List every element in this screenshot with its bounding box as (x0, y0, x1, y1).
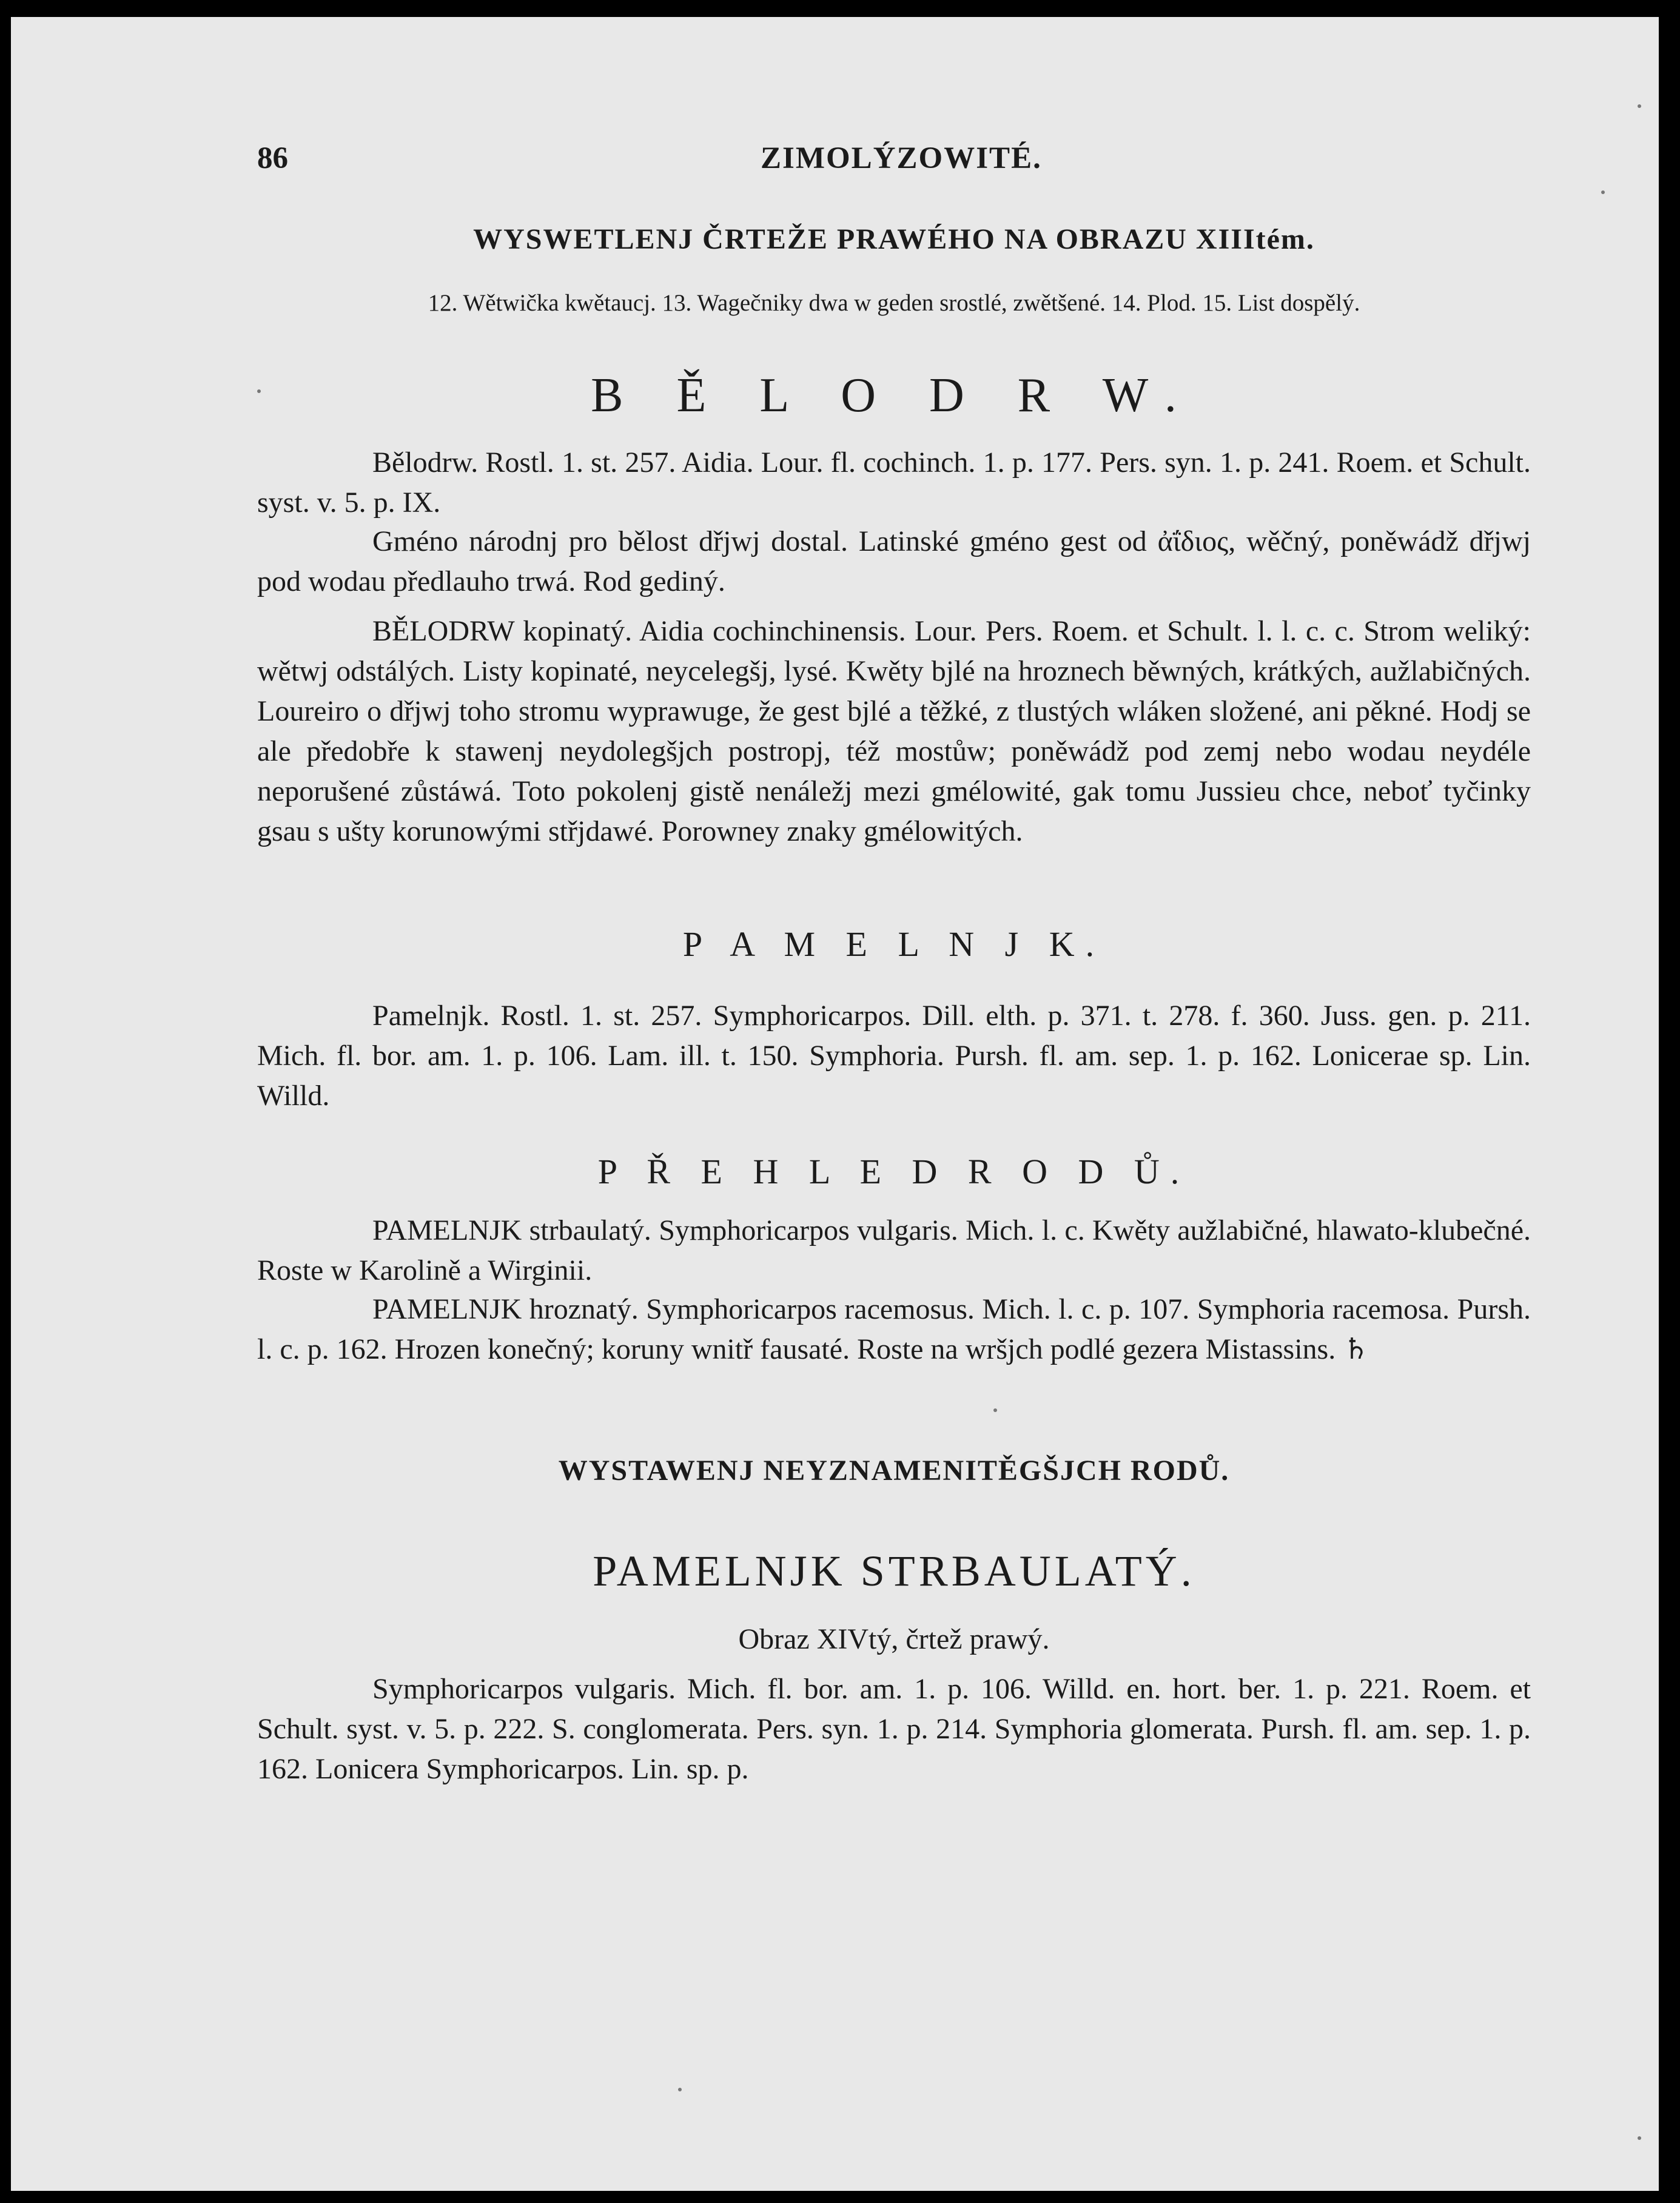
species-synonymy: Symphoricarpos vulgaris. Mich. fl. bor. am. 1. p. 106. Willd. en. hort. ber. 1. p. 221. Roem. et Schult. syst. v. 5. p. 222. S. conglomerata. Pers. syn. 1. p. 214. Symphoria glomerata. Pursh. fl. am. sep. 1. p. 162. Lonicera Symphoricarpos. Lin. sp. p. (257, 1673, 1531, 1785)
explanation-title: WYSWETLENJ ČRTEŽE PRAWÉHO NA OBRAZU XIIItém. (473, 223, 1315, 255)
book-page (11, 13, 1662, 2191)
running-header (257, 125, 1531, 192)
figure-caption: Obraz XIVtý, črtež prawý. (738, 1623, 1050, 1655)
scan-speck (1638, 104, 1641, 108)
running-title: ZIMOLÝZOWITÉ. (761, 141, 1042, 175)
belodrw-species-paragraph: BĚLODRW kopinatý. Aidia cochinchinensis. Lour. Pers. Roem. et Schult. l. l. c. c. Strom weliký: wětwj odstálých. Listy kopinaté, neycelegšj, lysé. Kwěty bjlé na hroznech běwných, krátkých, aužlabičných. Loureiro o dřjwj toho stromu wyprawuge, že gest bjlé a těžké, z tlustých wláken složené, ani pěkné. Hodj se ale předobře k stawenj neydolegšjch postropj, též mostůw; poněwádž pod zemj nebo wodau neydéle neporušené zůstáwá. Toto pokolenj gistě nenáležj mezi gmélowité, gak tomu Jussieu chce, neboť tyčinky gsau s ušty korunowými střjdawé. Porowney znaky gmélowitých. (257, 615, 1531, 847)
wystawenj-title: WYSTAWENJ NEYZNAMENITĚGŠJCH RODŮ. (558, 1455, 1230, 1487)
prehled-title: P Ř E H L E D R O D Ů. (597, 1152, 1191, 1191)
pamelnjk-title: P A M E L N J K. (682, 924, 1106, 964)
belodrw-synonymy: Bělodrw. Rostl. 1. st. 257. Aidia. Lour. fl. cochinch. 1. p. 177. Pers. syn. 1. p. 241. Roem. et Schult. syst. v. 5. p. IX. (257, 446, 1531, 519)
prehled-entry-2: PAMELNJK hroznatý. Symphoricarpos racemosus. Mich. l. c. p. 107. Symphoria racemosa. Pursh. l. c. p. 162. Hrozen konečný; koruny wnitř fausaté. Roste na wršjch podlé gezera Mistassins. ♄ (257, 1293, 1531, 1365)
explanation-line: 12. Wětwička kwětaucj. 13. Wagečniky dwa w geden srostlé, zwětšené. 14. Plod. 15. List dospělý. (428, 290, 1360, 316)
pamelnjk-synonymy: Pamelnjk. Rostl. 1. st. 257. Symphoricarpos. Dill. elth. p. 371. t. 278. f. 360. Juss. gen. p. 211. Mich. fl. bor. am. 1. p. 106. Lam. ill. t. 150. Symphoria. Pursh. fl. am. sep. 1. p. 162. Lonicerae sp. Lin. Willd. (257, 1000, 1531, 1112)
scan-speck (993, 1408, 997, 1412)
belodrw-name-paragraph: Gméno národnj pro bělost dřjwj dostal. Latinské gméno gest od ἀΐδιος, wěčný, poněwádž dřjwj pod wodau předlauho trwá. Rod gediný. (257, 525, 1531, 597)
prehled-entry-1: PAMELNJK strbaulatý. Symphoricarpos vulgaris. Mich. l. c. Kwěty aužlabičné, hlawato-klubečné. Roste w Karolině a Wirginii. (257, 1214, 1531, 1286)
page-number: 86 (257, 141, 288, 175)
species-title: PAMELNJK STRBAULATÝ. (593, 1547, 1195, 1595)
scan-top-edge (11, 13, 1662, 17)
belodrw-title: B Ě L O D R W. (591, 369, 1197, 422)
scan-speck (1601, 190, 1605, 194)
scan-speck (257, 389, 261, 393)
scan-speck (678, 2088, 682, 2091)
scan-right-edge (1659, 13, 1662, 2191)
scan-speck (1638, 2136, 1641, 2140)
